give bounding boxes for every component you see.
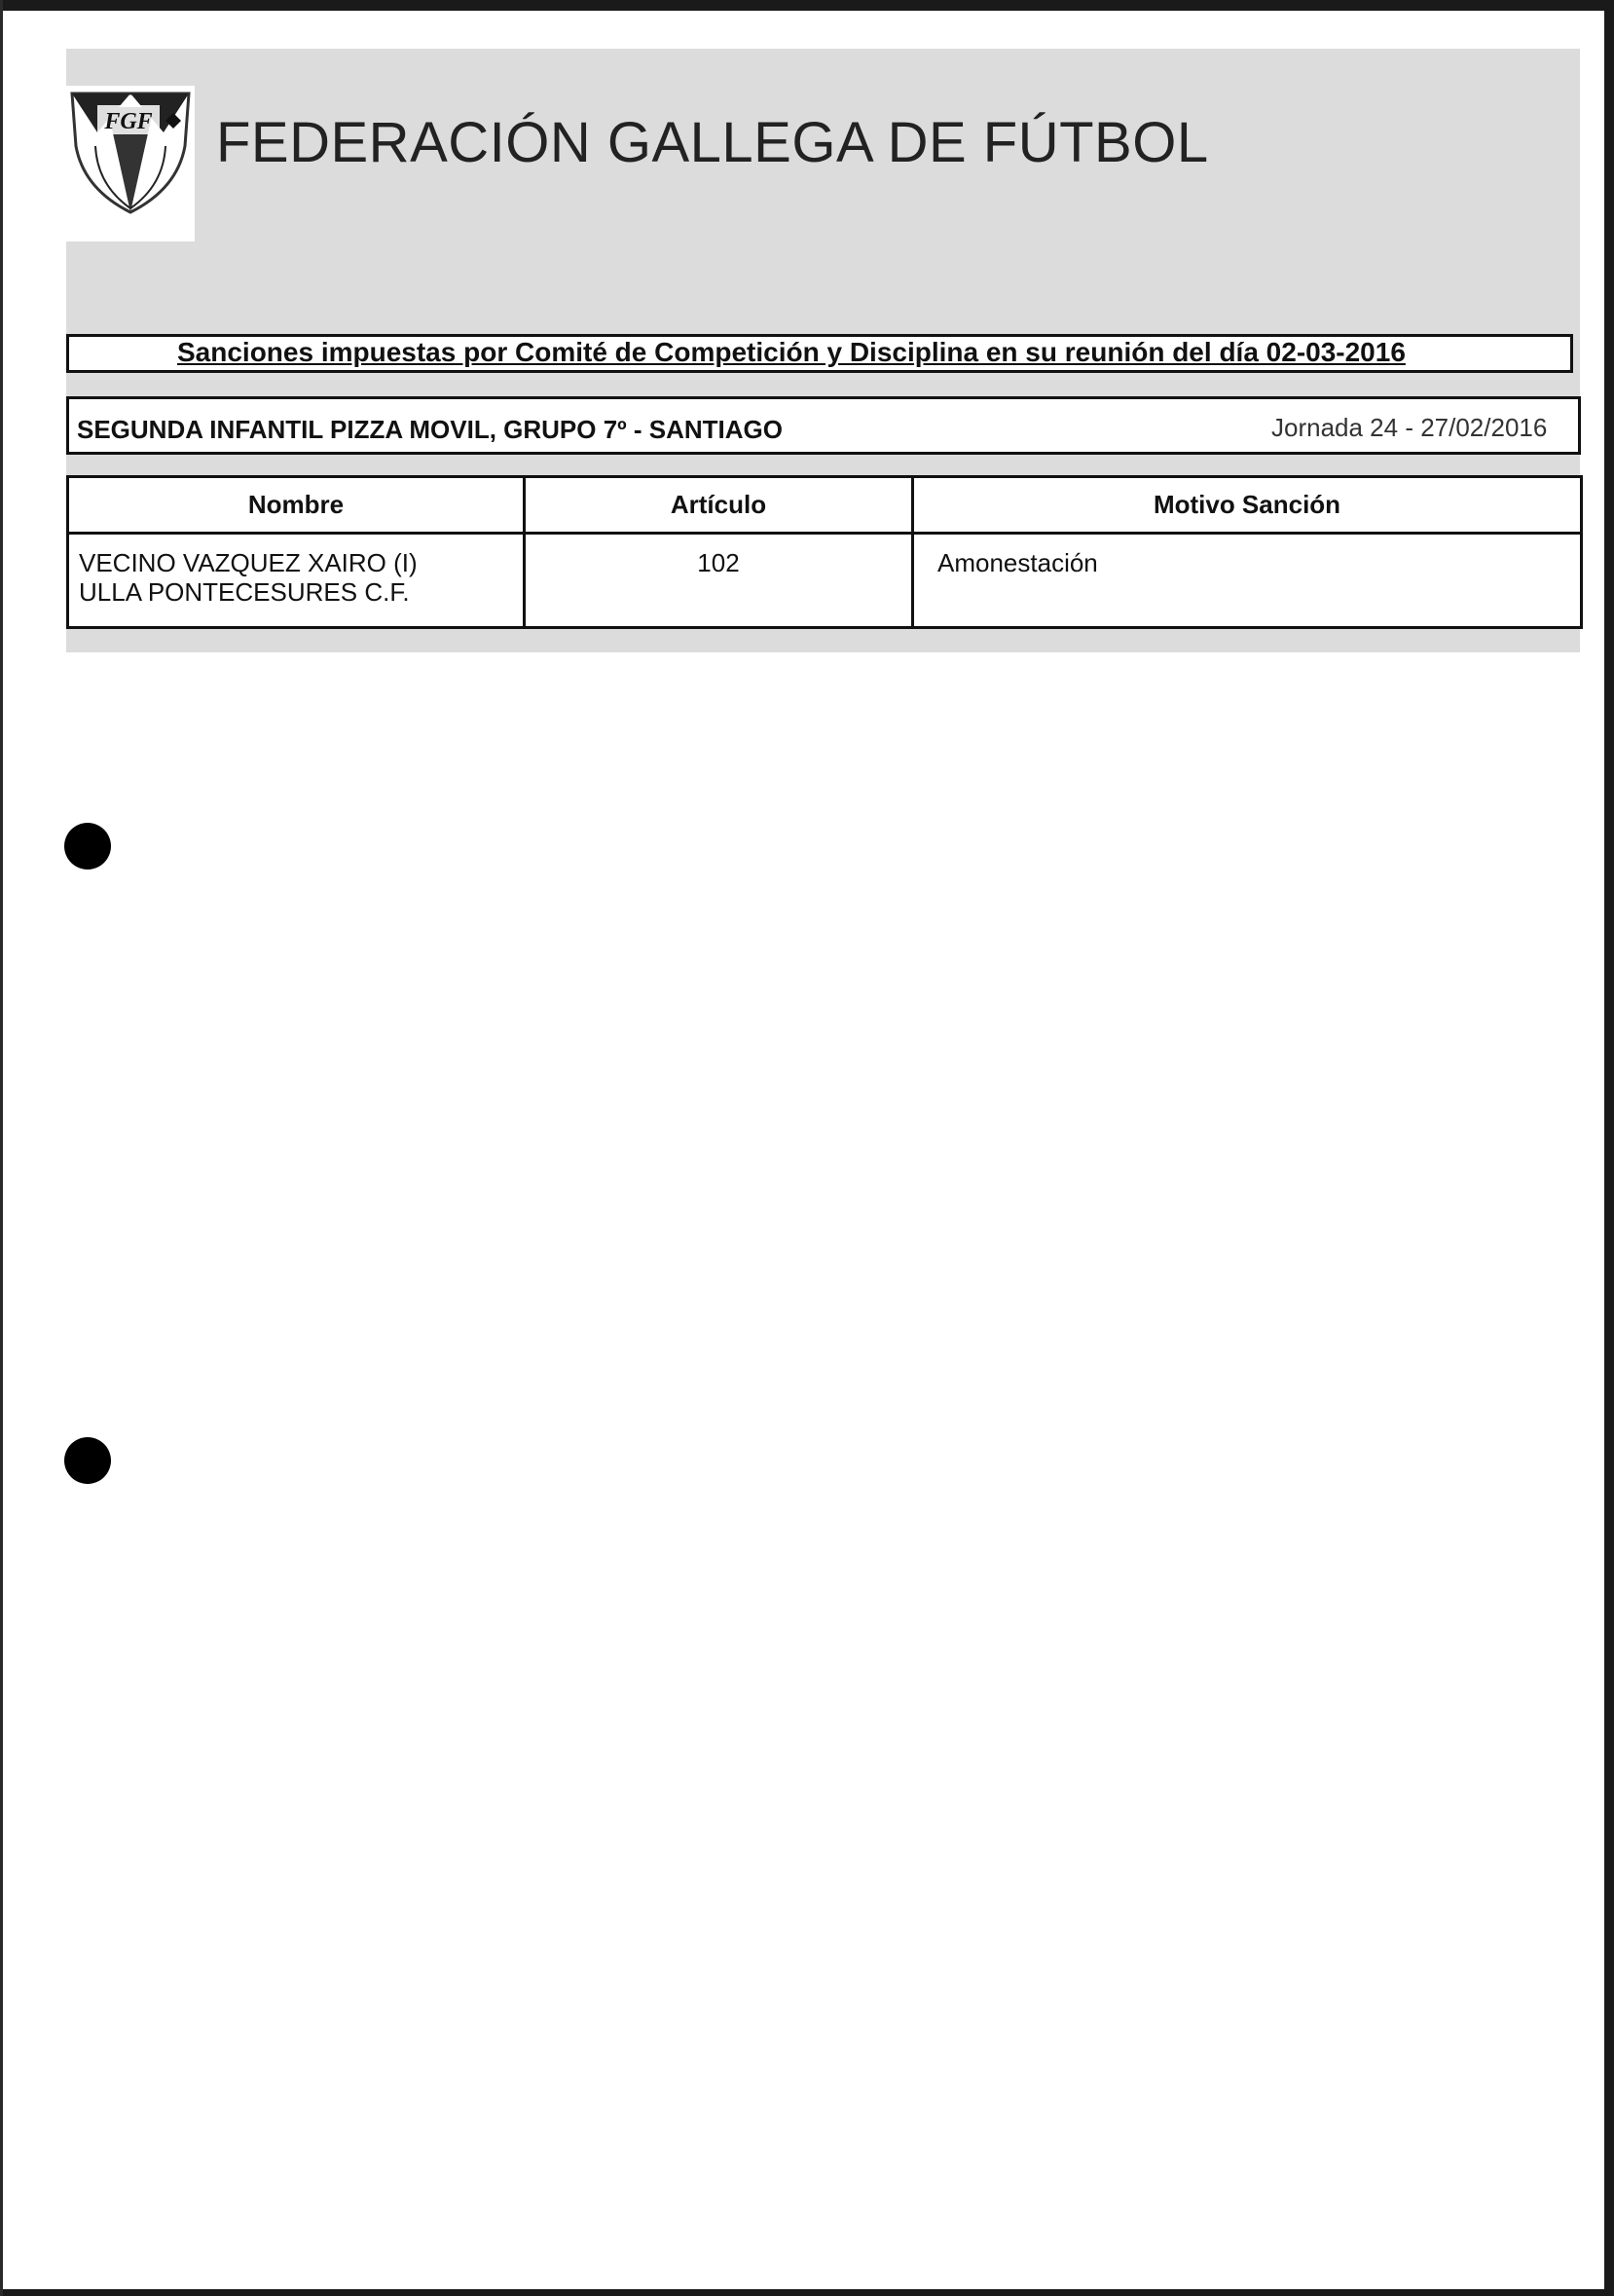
- punch-hole-bottom: [64, 1437, 111, 1484]
- cell-articulo: 102: [525, 534, 913, 628]
- fgf-shield-logo-icon: [68, 88, 193, 214]
- punch-hole-top: [64, 823, 111, 870]
- logo-lettering: FGF: [104, 109, 153, 134]
- club-name: ULLA PONTECESURES C.F.: [79, 577, 410, 607]
- sanctions-table: [66, 475, 1583, 629]
- scan-edge-right: [1604, 0, 1614, 2296]
- header-motivo: Motivo Sanción: [913, 477, 1582, 534]
- header-articulo: Artículo: [525, 477, 913, 534]
- cell-nombre: [68, 534, 525, 628]
- competition-category: SEGUNDA INFANTIL PIZZA MOVIL, GRUPO 7º - SANTIAGO: [77, 415, 784, 444]
- scan-edge-left: [0, 0, 3, 2296]
- player-name: VECINO VAZQUEZ XAIRO (I): [79, 548, 418, 577]
- jornada-label: Jornada 24 - 27/02/2016: [1271, 413, 1548, 442]
- scan-edge-bottom: [0, 2289, 1614, 2296]
- table-row: [68, 534, 1582, 628]
- header-nombre: Nombre: [68, 477, 525, 534]
- scan-edge-top: [0, 0, 1614, 11]
- federation-title: FEDERACIÓN GALLEGA DE FÚTBOL: [216, 111, 1209, 174]
- table-header-row: [68, 477, 1582, 534]
- sanciones-title: Sanciones impuestas por Comité de Competición y Disciplina en su reunión del día 02-03-2016: [177, 337, 1406, 367]
- cell-motivo: Amonestación: [913, 534, 1582, 628]
